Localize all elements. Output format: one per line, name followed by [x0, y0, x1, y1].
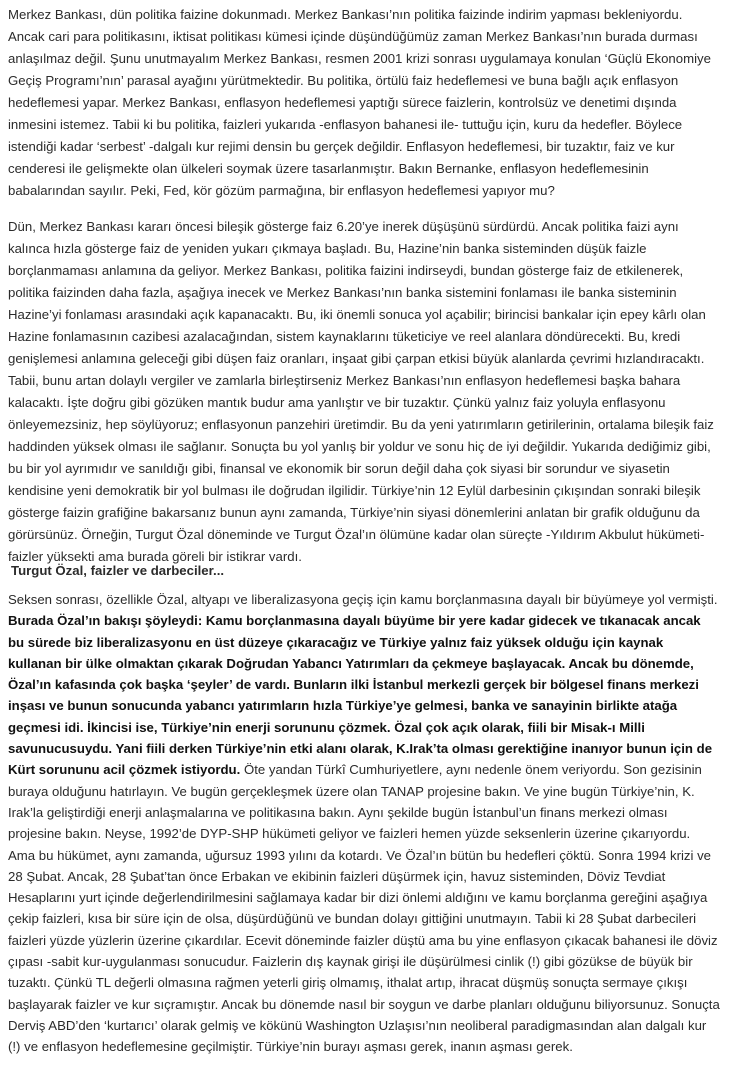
paragraph-rest-text: Öte yandan Türkî Cumhuriyetlere, aynı nedenle önem veriyordu. Son gezisinin buraya olduğunu hatırlayın. Ve bugün gerçekleşmek üzere olan TANAP projesine bakın. Ve yine bugün Türkiye’nin, K. Irak’la geliştirdiği enerji anlaşmalarına ve politikasına bakın. Aynı şekilde bugün İstanbul’un finans merkezi olması projesine bakın. Neyse, 1992’de DYP-SHP hükümeti geliyor ve faizleri hemen yüzde seksenlerin üzerine çıkarıyordu. Ama bu hükümet, aynı zamanda, uğursuz 1993 yılını da kotardı. Ve Özal’ın bütün bu hedefleri çöktü. Sonra 1994 krizi ve 28 Şubat. Ancak, 28 Şubat’tan önce Erbakan ve ekibinin faizleri düşürmek için, havuz sisteminden, Döviz Tevdiat Hesaplarını yurt içinde değerlendirilmesini sağlamaya kadar bir dizi önlemi aldığını ve kamu borçlanma gereğini aşağıya çekip faizleri, kısa bir süre için de olsa, düşürdüğünü ve bundan dolayı gittiğini unutmayın. Tabii ki 28 Şubat darbecileri faizleri yüzde yüzlerin üzerine çıkardılar. Ecevit döneminde faizler düştü ama bu yine enflasyon çıkacak bahanesi ile döviz çıpası -sabit kur-uygulanması sonucudur. Faizlerin dış kaynak girişi ile düşürülmesi cinlik (!) gibi gözükse de büyük bir tuzaktı. Çünkü TL değerli olmasına rağmen yeterli giriş olmamış, ithalat artıp, ihracat düşmüş sonuçta sermaye çıkışı başlayarak faizler ve kur sıçramıştır. Ancak bu dönemde nasıl bir soygun ve darbe planları olduğunu biliyorsunuz. Sonuçta Derviş ABD’den ‘kurtarıcı’ olarak gelmiş ve kökünü Washington Uzlaşısı’nın neoliberal paradigmasından alan dalgalı kur (!) ve enflasyon hedeflemesine geçilmiştir. Türkiye’nin burayı aşması gerek, inanın aşması gerek.: [8, 762, 720, 1055]
paragraph-intro-text: Seksen sonrası, özellikle Özal, altyapı ve liberalizasyona geçiş için kamu borçlanmasına dayalı bir büyümeye yol vermişti.: [8, 592, 718, 607]
paragraph-benchmark-rate: Dün, Merkez Bankası kararı öncesi bileşik gösterge faiz 6.20’ye inerek düşüşünü sürdürdü. Ancak politika faizi aynı kalınca hızla gösterge faiz de yeniden yukarı çıkmaya başladı. Bu, Hazine’nin banka sisteminden düşük faizle borçlanmaması anlamına da geliyor. Merkez Bankası, politika faizini indirseydi, bundan gösterge faiz de etkilenerek, politika faizinden daha fazla, aşağıya inecek ve Merkez Bankası’nın banka sistemini fonlaması ile banka sisteminin Hazine’yi fonlaması arasındaki açık kapanacaktı. Bu, iki önemli sonuca yol açabilir; birincisi bankalar için epey kârlı olan Hazine fonlamasının cazibesi azalacağından, sistem kaynaklarını tüketiciye ve reel alanlara döndürecekti. Bu, kredi genişlemesi anlamına geleceği gibi düşen faiz oranları, inşaat gibi çarpan etkisi büyük alanlarda çevrimi hızlandıracaktı. Tabii, bunu artan dolaylı vergiler ve zamlarla birleştirseniz Merkez Bankası’nın enflasyon hedeflemesi başka bahara kalacaktı. İşte doğru gibi gözüken mantık budur ama yanlıştır ve bir tuzaktır. Çünkü yalnız faiz yoluyla enflasyonu önleyemezsiniz, hep söylüyoruz; enflasyonun panzehiri üretimdir. Bu da yeni yatırımların getirilerinin, ortalama bileşik faiz haddinden yüksek olması ile sağlanır. Sonuçta bu yol yanlış bir yoldur ve sonu hiç de iyi değildir. Yukarıda dediğimiz gibi, bu bir yol ayrımıdır ve sanıldığı gibi, finansal ve ekonomik bir sorun değil daha çok siyasi bir sorundur ve siyasetin kendisine yeni demokratik bir yol bulması ile doğrudan ilgilidir. Türkiye’nin 12 Eylül darbesinin çıkışından sonraki bileşik gösterge faizin grafiğine bakarsanız bunun aynı zamanda, Türkiye’nin siyasi dönemlerini anlatan bir grafik olduğunu da görürsünüz. Örneğin, Turgut Özal döneminde ve Turgut Özal’ın ölümüne kadar olan süreçte -Yıldırım Akbulut hükümeti- faizler yüksekti ama burada göreli bir istikrar vardı.: [8, 219, 714, 564]
paragraph-ozal-history: [8, 589, 720, 1058]
paragraph-policy-rate: Merkez Bankası, dün politika faizine dokunmadı. Merkez Bankası’nın politika faizinde indirim yapması bekleniyordu. Ancak cari para politikasını, iktisat politikası kümesi içinde düşündüğümüz zaman Merkez Bankası’nın burada durması anlaşılmaz değil. Şunu unutmayalım Merkez Bankası, resmen 2001 krizi sonrası uygulamaya konulan ‘Güçlü Ekonomiye Geçiş Programı’nın’ parasal ayağını yürütmektedir. Bu politika, örtülü faiz hedeflemesi ve buna bağlı açık enflasyon hedeflemesi yapar. Merkez Bankası, enflasyon hedeflemesi yaptığı sürece faizlerin, kontrolsüz ve denetimi dışında inmesini istemez. Tabii ki bu politika, faizleri yukarıda -enflasyon bahanesi ile- tuttuğu için, kuru da hedefler. Böylece istendiği kadar ‘serbest’ -dalgalı kur rejimi densin bu gerçek değildir. Enflasyon hedeflemesi, bir tuzaktır, faiz ve kur cenderesi ile gelişmekte olan ülkeleri soymak üzere tasarlanmıştır. Bakın Bernanke, enflasyon hedeflemesinin babalarından sayılır. Peki, Fed, kör gözüm parmağına, bir enflasyon hedeflemesi yapıyor mu?: [8, 7, 711, 198]
paragraph-bold-text: Burada Özal’ın bakışı şöyleydi: Kamu borçlanmasına dayalı büyüme bir yere kadar gidecek ve tıkanacak ancak bu sürede biz liberalizasyonu en üst düzeye çıkaracağız ve Türkiye yalnız faiz yüksek olduğu için kaynak kullanan bir ülke olmaktan çıkarak Doğrudan Yabancı Yatırımları da çekmeye başlayacak. Ancak bu dönemde, Özal’ın kafasında çok başka ‘şeyler’ de vardı. Bunların ilki İstanbul merkezli gerçek bir bölgesel finans merkezi inşası ve bunun sonucunda yabancı yatırımların hızla Türkiye’ye gelmesi, banka ve sanayinin birlikte atağa geçmesi idi. İkincisi ise, Türkiye’nin enerji sorununu çözmek. Özal çok açık olarak, fiili bir Misak-ı Milli savunucusuydu. Yani fiili derken Türkiye’nin etki alanı olarak, K.Irak’ta olması gerektiğine inanıyor bunun için de Kürt sorununu acil çözmek istiyordu.: [8, 613, 713, 778]
section-heading: Turgut Özal, faizler ve darbeciler...: [11, 563, 225, 578]
